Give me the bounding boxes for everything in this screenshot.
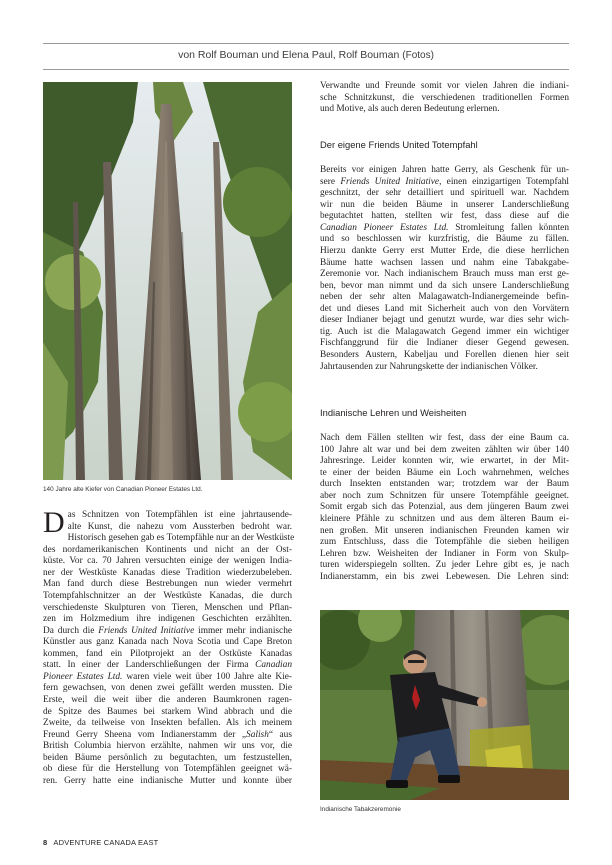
section-heading-friends-united: Der eigene Friends United Totempfahl [320,139,478,150]
text-line: turen widerspiegeln sollten. Zu jeder Lehre gibt es, je nach [320,560,569,571]
text-line: beiden Bäume persönlich zu begutachten, um festzustellen, [43,752,292,763]
tall-pine-tree-photo [43,82,292,480]
text-line: durch Insekten entstanden war; trotzdem war der Baum [320,479,569,490]
right-column-para-3 [320,433,569,583]
text-line: ner der Westküste Kanadas diese Tradition wiederzubeleben. [43,567,292,578]
figure-2-caption: Indianische Tabakzeremonie [320,806,401,813]
text-line: zum Entschluss, dass die Totempfähle die sieben heiligen [320,537,569,548]
text-line: tig. Auch ist die Malagawatch Gegend immer ein wichtiger [320,326,569,337]
figure-1-caption: 140 Jahre alte Kiefer von Canadian Pioneer Estates Ltd. [43,486,203,493]
text-line: fern gewachsen, von denen zwei gefällt werden mussten. Die [43,683,292,694]
text-line: Nach dem Fällen stellten wir fest, dass der eine Baum ca. [320,433,569,443]
text-line: nen großen. Mit unseren indianischen Freunden kamen wir [320,525,569,536]
text-line: Man fand durch diese Bestrebungen nun wieder vermehrt [43,579,292,590]
text-line: det und dieses Land mit Sicherheit auch von den Vorvätern [320,303,569,314]
text-line: Totempfahlschnitzer an der Westküste Kanadas, die durch [43,590,292,601]
text-line: Zeremonie vor. Nach indianischem Brauch muss man erst ge- [320,269,569,280]
text-line: 100 Jahre alt war und bei dem zweiten zählten wir über 140 [320,444,569,455]
drop-cap: D [43,506,65,539]
text-line: neben der sehr alten Malagawatch-Indianergemeinde befin- [320,292,569,303]
text-line: Jahresringe. Leider konnten wir, wie erwartet, in der Mit- [320,456,569,467]
section-heading-indian-teachings: Indianische Lehren und Weisheiten [320,407,467,418]
text-line: statt. In einer der Landerschließungen der Firma Canadian [43,660,292,671]
text-line: Jahrtausenden zur Nahrungskette der indianischen Völker. [320,361,538,372]
text-line: Verwandte und Freunde somit vor vielen Jahren die indiani- [320,81,569,91]
text-line: Bäume hatte wachsen lassen und nahm eine Tabakgabe- [320,257,569,268]
text-line: Fischfanggrund für die Indianer dieser Gegend gewesen. [320,338,569,349]
text-line: de Spitze des Baumes bei starkem Wind abbrach und die [43,706,292,717]
text-line: as Schnitzen von Totempfählen ist eine jahrtausende- [67,510,292,520]
left-column-text [43,506,295,788]
text-line: und so beschlossen wir kurzfristig, die Bäume zu fällen. [320,234,569,245]
text-line: Indianerstamm, ein bis zwei Lebewesen. Die Lehren sind: [320,571,569,582]
text-line: te einer der beiden Bäume ein Loch wahrnehmen, welches [320,467,569,478]
text-line: Hierzu dankte Gerry erst Mutter Erde, die diese herrlichen [320,245,569,256]
text-line: begutachtet hatten, stellten wir fest, dass diese auf die [320,211,569,222]
page-footer [43,838,158,847]
text-line: aber noch zum Schnitzen für unsere Totempfähle geeignet. [320,490,569,501]
text-line: Freund Gerry Sheena vom Indianerstamm der „Salish“ aus [43,729,292,740]
text-line: Zweite, da teilweise von Insekten befallen. Als ich meinem [43,718,292,729]
header-bottom-rule [43,69,569,70]
page-number: 8 [43,838,48,847]
text-line: des nordamerikanischen Kontinents und nicht an der Ost- [43,544,292,555]
text-line: Lehren bzw. Weisheiten der Indianer in Form von Skulp- [320,548,569,559]
text-line: geschnitzt, der sehr detailliert und spirituell war. Nachdem [320,188,569,199]
text-line: ben, bevor man nimmt und da sich unsere Landerschließung [320,280,569,291]
text-line: sche Schnitzkunst, die verschiedenen traditionellen Formen [320,92,569,103]
text-line: Pioneer Estates Ltd. waren viele weit über 100 Jahre alte Kie- [43,671,292,682]
byline-conjunction: und [261,49,280,61]
text-line: ob diese für die Herstellung von Totempfählen geeignet wä- [43,764,292,775]
man-kneeling-at-tree-photo [320,610,569,800]
text-line: dieser Indianer bejagt und genutzt wurde, war dies sehr wich- [320,315,569,326]
text-line: alte Kunst, die nahezu vom Aussterben bedroht war. [67,521,292,532]
byline-prefix: von [178,49,195,61]
text-line: Canadian Pioneer Estates Ltd. Stromleitung fallen könnten [320,222,569,233]
text-line: kommen, fand ein Pilotprojekt an der Ostküste Kanadas [43,648,292,659]
byline-author-2: Elena Paul, Rolf Bouman [282,49,400,61]
text-line: zen im Holzmedium ihre indigenen Geschichten erzählten. [43,614,292,625]
text-line: Somit ergab sich das Potenzial, aus dem jüngeren Baum zwei [320,502,569,513]
text-line: Bereits vor einigen Jahren hatte Gerry, als Geschenk für un- [320,165,569,175]
text-line: und Motive, als auch deren Bedeutung erlernen. [320,104,500,115]
text-line: Künstler aus ganz Kanada nach Nova Scotia und Cape Breton [43,637,292,648]
text-line: British Columbia hiervon erzählte, nahmen wir uns vor, die [43,741,292,752]
header-top-rule [43,43,569,44]
text-line: küste. Vor ca. 70 Jahren versuchten einige der wenigen India- [43,556,292,567]
text-line: Besonders Austern, Kabeljau und Forellen dienen hier seit [320,350,569,360]
text-line: Historisch gesehen gab es Totempfähle nur an der Westküste [67,533,295,544]
text-line: Da durch die Friends United Initiative immer mehr indianische [43,625,293,636]
text-line: sere Friends United Initiative, einen einzigartigen Totempfahl [320,176,569,187]
text-line: Erste, weil die weit über die anderen Baumkronen ragen- [43,695,292,705]
byline [43,49,569,61]
right-column-para-2 [320,165,569,373]
byline-photo-credit: (Fotos) [402,50,434,61]
text-line: wir nun die beiden Bäume in unserer Landerschließung [320,199,569,210]
text-line: kleinere Pfähle zu schnitzen und aus dem älteren Baum ei- [320,513,569,524]
magazine-name: ADVENTURE CANADA EAST [53,838,159,847]
right-column-para-1 [320,81,569,116]
text-line: ren. Gerry hatte eine indianische Mutter und konnte über [43,775,292,786]
text-line: verschiedenste Skulpturen von Tieren, Menschen und Pflan- [43,602,292,613]
byline-author-1: Rolf Bouman [197,49,259,61]
